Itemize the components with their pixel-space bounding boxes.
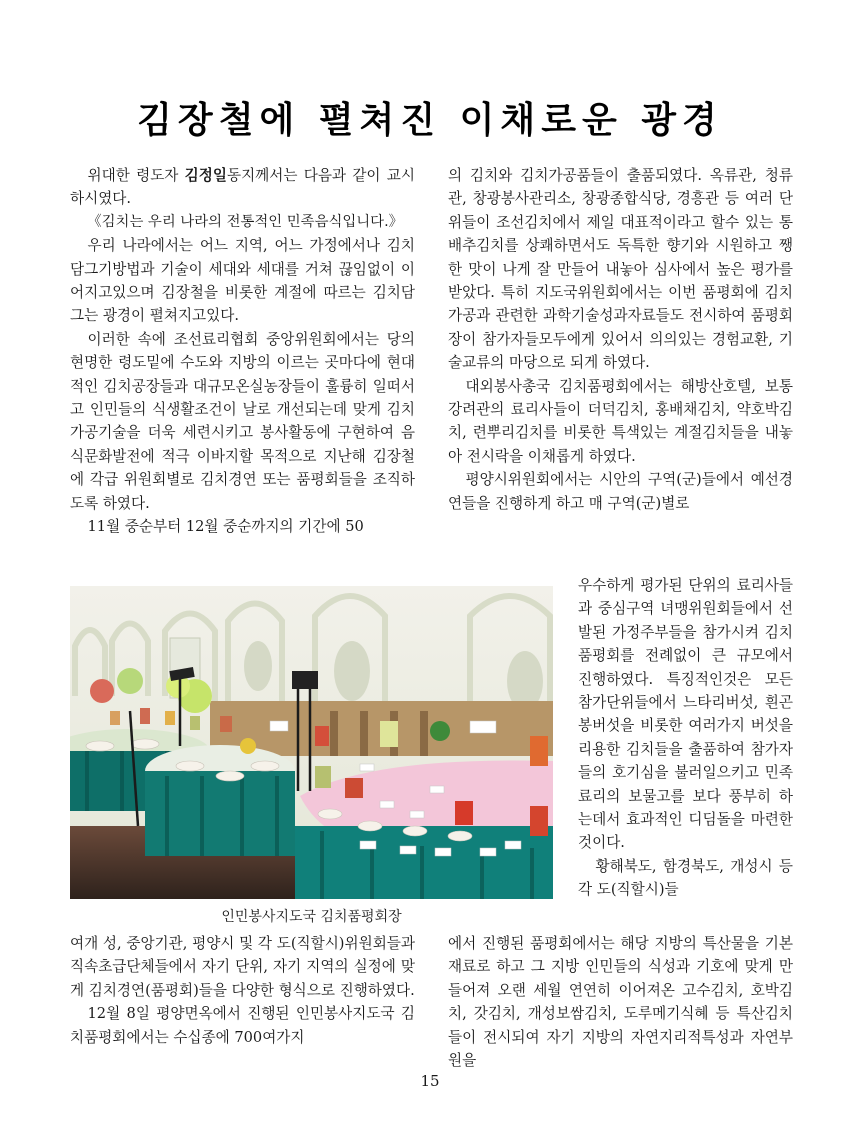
paragraph: 황해북도, 함경북도, 개성시 등 각 도(직할시)들 <box>578 857 793 899</box>
paragraph: 평양시위원회에서는 시안의 구역(군)들에서 예선경연들을 진행하게 하고 매 구역(군)별로 <box>448 471 793 512</box>
paragraph: 대외봉사총국 김치품평회에서는 해방산호텔, 보통강려관의 료리사들이 더덕김치, 홍배채김치, 약호박김치, 련뿌리김치를 비롯한 특색있는 계절김치들을 내놓아 전시락을 이채롭게 하였다. <box>448 377 793 465</box>
paragraph-continued: 에서 진행된 품평회에서는 해당 지방의 특산물을 기본재료로 하고 그 지방 인민들의 식성과 기호에 맞게 만들어져 오랜 세월 연연히 이어져온 고수김치, 호박김치, 갓김치, 개성보쌈김치, 도루메기식혜 등 특산김치들이 전시되여 자기 지방의 자연지리적특성과 자연부원을 <box>448 935 793 1070</box>
article-title: 김장철에 펼쳐진 이채로운 광경 <box>137 100 723 141</box>
paragraph: 이러한 속에 조선료리협회 중앙위원회에서는 당의 현명한 령도밑에 수도와 지방의 이르는 곳마다에 현대적인 김치공장들과 대규모온실농장들이 훌륭히 일떠서고 인민들의 식생활조건이 날로 개선되는데 맞게 김치가공기술을 더욱 세련시키고 봉사활동에 구현하여 음식문화발전에 적극 이바지할 목적으로 지난해 김장철에 각급 위원회별로 김치경연 또는 품평회들을 조직하도록 하였다. <box>70 330 415 512</box>
photo-caption: 인민봉사지도국 김치품평회장 <box>221 909 402 925</box>
narrow-column <box>578 574 793 902</box>
left-column <box>70 164 415 539</box>
exhibition-photo <box>70 586 553 899</box>
kimchi-exhibition-image <box>70 586 553 899</box>
bottom-left-column <box>70 932 415 1049</box>
paragraph: 11월 중순부터 12월 중순까지의 기간에 50 <box>87 518 364 536</box>
lead-paragraph <box>70 164 415 211</box>
leader-name: 김정일 <box>184 167 227 184</box>
right-column <box>448 164 793 515</box>
quote-paragraph: 《김치는 우리 나라의 전통적인 민족음식입니다.》 <box>87 213 404 230</box>
lead-post: 동지께서는 다음과 같이 교시하시였다. <box>70 167 415 208</box>
paragraph-continued: 여개 성, 중앙기관, 평양시 및 각 도(직할시)위원회들과 직속초급단체들에서 자기 단위, 자기 지역의 실정에 맞게 김치경연(품평회)들을 다양한 형식으로 진행하였다. <box>70 935 415 999</box>
paragraph-continued: 우수하게 평가된 단위의 료리사들과 중심구역 녀맹위원회들에서 선발된 가정주부들을 참가시켜 김치품평회를 전례없이 큰 규모에서 진행하였다. 특징적인것은 모든 참가단위들에서 느타리버섯, 흰곤봉버섯을 비롯한 여러가지 버섯을 리용한 김치들을 출품하여 참가자들의 호기심을 불러일으키고 민족료리의 보물고를 보다 풍부히 하는데서 효과적인 디딤돌을 마련한것이다. <box>578 577 793 852</box>
paragraph: 12월 8일 평양면옥에서 진행된 인민봉사지도국 김치품평회에서는 수십종에 700여가지 <box>70 1005 415 1046</box>
paragraph-continued: 의 김치와 김치가공품들이 출품되였다. 옥류관, 청류관, 창광봉사관리소, 창광종합식당, 경흥관 등 여러 단위들이 조선김치에서 제일 대표적이라고 할수 있는 통배추김치를 상쾌하면서도 독특한 향기와 시원하고 쨍한 맛이 나게 잘 만들어 내놓아 심사에서 높은 평가를 받았다. 특히 지도국위원회에서는 이번 품평회에 김치가공과 관련한 과학기술성과자료들도 전시하여 품평회장이 참가자들모두에게 있어서 의의있는 경험교환, 기술교류의 마당으로 되게 하였다. <box>448 167 793 372</box>
lead-pre: 위대한 령도자 <box>87 167 185 184</box>
paragraph: 우리 나라에서는 어느 지역, 어느 가정에서나 김치담그기방법과 기술이 세대와 세대를 거쳐 끊임없이 이어지고있으며 김장철을 비롯한 계절에 따르는 김치담그는 광경이 펼쳐지고있다. <box>70 237 415 325</box>
page-number: 15 <box>420 1072 440 1090</box>
bottom-right-column <box>448 932 793 1072</box>
